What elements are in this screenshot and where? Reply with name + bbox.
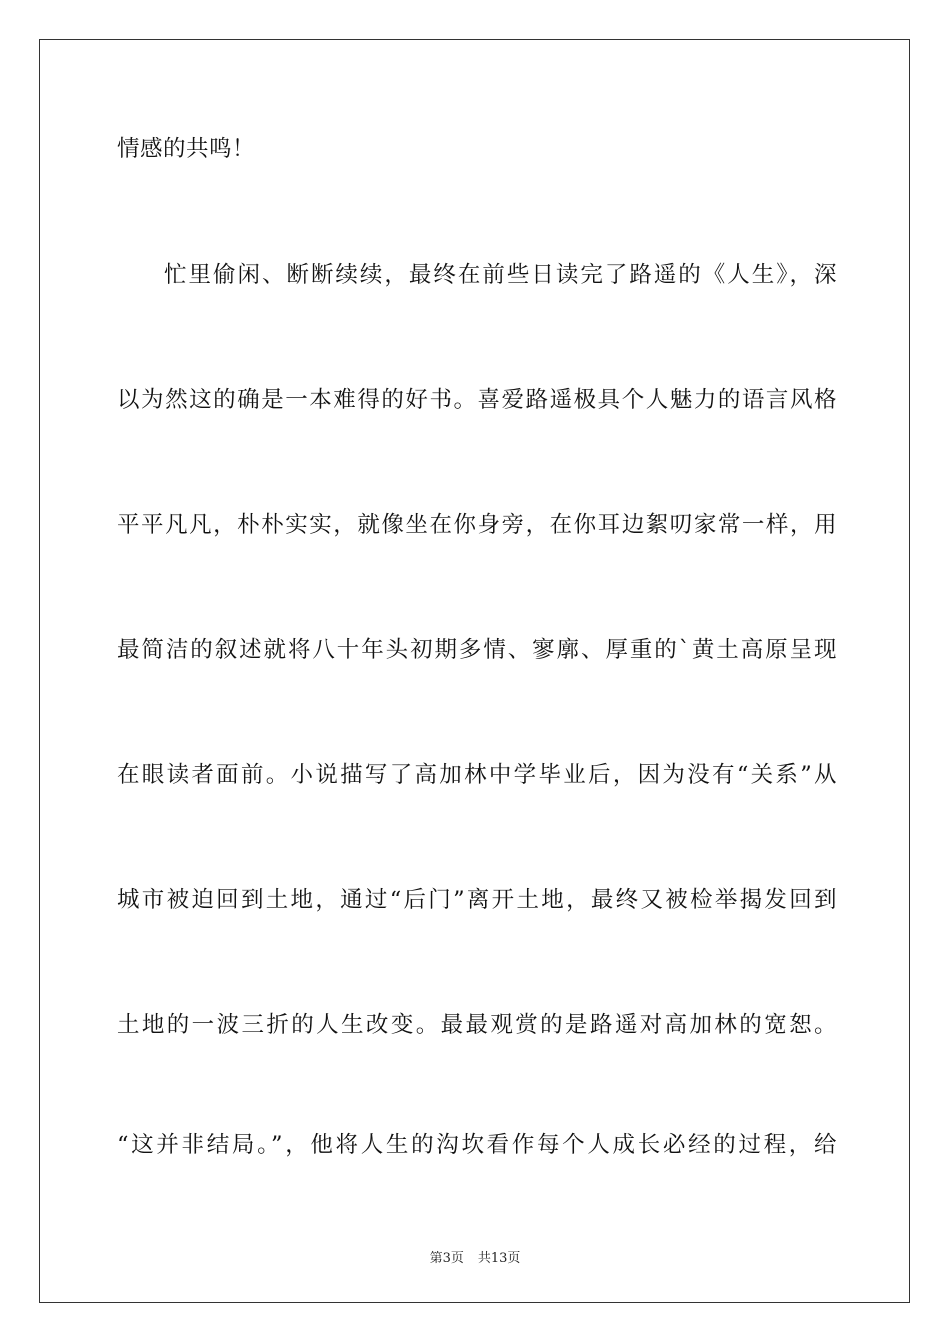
text-line-8: 土地的一波三折的人生改变。最最观赏的是路遥对高加林的宽恕。 [117, 1012, 837, 1038]
text-line-6: 在眼读者面前。小说描写了高加林中学毕业后，因为没有“关系”从 [117, 762, 837, 788]
text-line-9: “这并非结局。”，他将人生的沟坎看作每个人成长必经的过程，给 [117, 1132, 837, 1158]
page-border [39, 39, 910, 1303]
text-line-7: 城市被迫回到土地，通过“后门”离开土地，最终又被检举揭发回到 [117, 887, 837, 913]
text-line-2: 忙里偷闲、断断续续，最终在前些日读完了路遥的《人生》，深 [164, 262, 837, 288]
page-number: 第3页 [429, 1251, 464, 1266]
text-line-1: 情感的共鸣！ [117, 136, 256, 162]
text-line-3: 以为然这的确是一本难得的好书。喜爱路遥极具个人魅力的语言风格 [117, 387, 837, 413]
text-line-4: 平平凡凡，朴朴实实，就像坐在你身旁，在你耳边絮叨家常一样，用 [117, 512, 837, 538]
text-line-5: 最简洁的叙述就将八十年头初期多情、寥廓、厚重的`黄土高原呈现 [117, 637, 837, 663]
page-footer [0, 1247, 950, 1266]
page-total: 共13页 [477, 1251, 521, 1266]
